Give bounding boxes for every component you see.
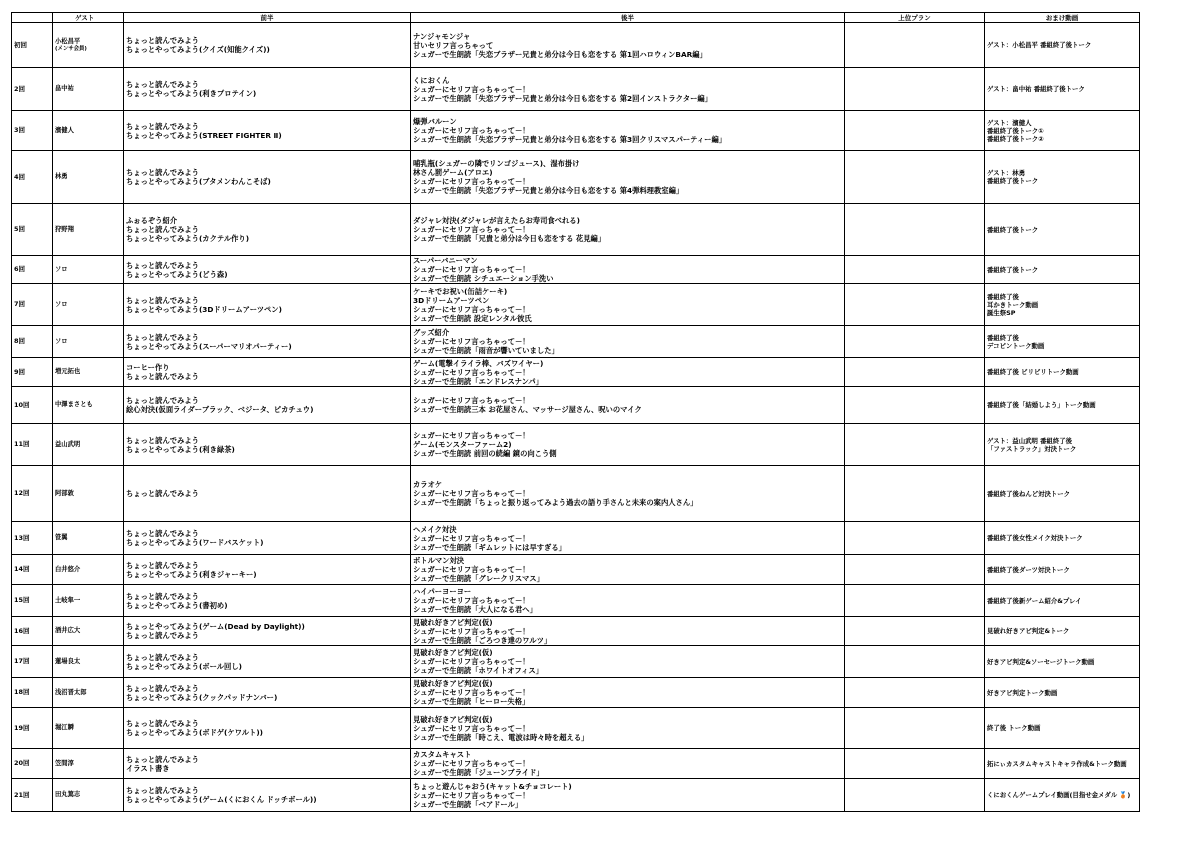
second-half-cell-text: ヘメイク対決 シュガーにセリフ言っちゃって－！ シュガーで生朗読「ギムレットには早すぎる」	[413, 524, 566, 552]
second-half-cell	[411, 617, 845, 646]
guest-cell	[53, 111, 124, 151]
episode-cell	[12, 466, 53, 522]
second-half-cell	[411, 358, 845, 387]
premium-plan-cell	[845, 779, 985, 812]
episode-cell-text: 3回	[14, 126, 26, 134]
episode-cell	[12, 779, 53, 812]
premium-plan-cell	[845, 749, 985, 779]
bonus-video-cell-text: ゲスト：畠中祐 番組終了後トーク	[987, 85, 1085, 93]
header-first-half: 前半	[124, 13, 411, 23]
guest-cell	[53, 23, 124, 68]
guest-cell	[53, 708, 124, 749]
second-half-cell	[411, 204, 845, 256]
bonus-video-cell-text: ゲスト：小松昌平 番組終了後トーク	[987, 41, 1092, 49]
episode-cell	[12, 23, 53, 68]
premium-plan-cell	[845, 151, 985, 204]
first-half-cell-text: ちょっと読んでみよう イラスト書き	[126, 754, 199, 773]
second-half-cell	[411, 466, 845, 522]
guest-cell-text: 浅沼晋太郎	[55, 688, 87, 696]
premium-plan-cell	[845, 555, 985, 585]
table-row	[12, 585, 1140, 617]
guest-cell	[53, 522, 124, 555]
bonus-video-cell	[985, 326, 1140, 358]
bonus-video-cell-text: 番組終了後 耳かきトーク動画 誕生祭SP	[987, 292, 1039, 317]
episode-cell-text: 13回	[14, 533, 30, 542]
second-half-cell-text: カスタムキャスト シュガーにセリフ言っちゃって－！ シュガーで生朗読「ジューンブライド」	[413, 750, 544, 777]
header-second-half: 後半	[411, 13, 845, 23]
second-half-cell-text: グッズ紹介 シュガーにセリフ言っちゃって－！ シュガーで生朗読「雨音が響いていました」	[413, 328, 559, 355]
bonus-video-cell	[985, 646, 1140, 678]
guest-cell-text: 狩野翔	[55, 225, 74, 233]
first-half-cell	[124, 646, 411, 678]
second-half-cell	[411, 68, 845, 111]
first-half-cell-text: ちょっと読んでみよう ちょっとやってみよう(スーパーマリオパーティー)	[126, 332, 292, 351]
guest-cell-text: 堀江瞬	[55, 724, 74, 731]
guest-cell	[53, 678, 124, 708]
episode-cell-text: 21回	[14, 790, 30, 799]
episode-table	[11, 12, 1140, 812]
first-half-cell	[124, 358, 411, 387]
table-row	[12, 779, 1140, 812]
episode-cell-text: 19回	[14, 723, 30, 732]
second-half-cell-text: 見破れ好きアピ判定(仮) シュガーにセリフ言っちゃって－！ シュガーで生朗読「ホワイトオフィス」	[413, 648, 543, 675]
bonus-video-cell	[985, 779, 1140, 812]
second-half-cell-text: くにおくん シュガーにセリフ言っちゃって－！ シュガーで生朗読「失恋ブラザー兄貴と弟分は今日も恋をする 第2回インストラクター編」	[413, 75, 712, 103]
guest-cell-text: 田丸篤志	[55, 791, 81, 798]
premium-plan-cell	[845, 522, 985, 555]
guest-cell	[53, 256, 124, 284]
header-row	[12, 13, 1140, 23]
bonus-video-cell	[985, 708, 1140, 749]
table-row	[12, 358, 1140, 387]
bonus-video-cell	[985, 284, 1140, 326]
premium-plan-cell	[845, 387, 985, 424]
guest-cell-text: 増元拓也	[55, 368, 81, 375]
guest-cell-text: 畠中祐	[55, 85, 74, 92]
first-half-cell	[124, 749, 411, 779]
guest-cell	[53, 68, 124, 111]
second-half-cell	[411, 284, 845, 326]
second-half-cell-text: 哺乳瓶(シュガーの隣でリンゴジュース)、湿布掛け 林さん罰ゲーム(アロエ) シュガーにセリフ言っちゃって－！ シュガーで生朗読「失恋ブラザー兄貴と弟分は今日も恋をする 第4弾料理教室編」	[413, 159, 684, 195]
guest-cell-text: 土岐隼一	[55, 596, 81, 604]
bonus-video-cell	[985, 617, 1140, 646]
guest-cell	[53, 617, 124, 646]
second-half-cell-text: ハイパーヨーヨー シュガーにセリフ言っちゃって－！ シュガーで生朗読「大人になる君へ」	[413, 587, 537, 614]
bonus-video-cell-text: 番組終了後トーク	[987, 225, 1039, 234]
table-row	[12, 466, 1140, 522]
first-half-cell	[124, 111, 411, 151]
second-half-cell-text: 見破れ好きアピ判定(仮) シュガーにセリフ言っちゃって－！ シュガーで生朗読「ヒーロー失格」	[413, 679, 530, 706]
guest-cell-text: 阿部敦	[55, 489, 74, 497]
premium-plan-cell	[845, 204, 985, 256]
bonus-video-cell	[985, 204, 1140, 256]
guest-cell-text: 酒井広大	[55, 627, 81, 634]
bonus-video-cell	[985, 424, 1140, 466]
bonus-video-cell	[985, 555, 1140, 585]
second-half-cell	[411, 779, 845, 812]
second-half-cell-text: 見破れ好きアピ判定(仮) シュガーにセリフ言っちゃって－！ シュガーで生朗読「ごろつき達のワルツ」	[413, 617, 552, 645]
guest-cell	[53, 779, 124, 812]
episode-cell-text: 9回	[14, 367, 26, 376]
guest-cell-text: ソロ	[55, 300, 68, 308]
premium-plan-cell	[845, 256, 985, 284]
episode-cell-text: 4回	[14, 172, 26, 181]
table-row	[12, 151, 1140, 204]
bonus-video-cell-text: 終了後 トーク動画	[987, 724, 1041, 732]
header-guest: ゲスト	[53, 13, 124, 23]
guest-cell-text: 蓮場良太	[55, 657, 81, 665]
first-half-cell	[124, 326, 411, 358]
episode-cell	[12, 617, 53, 646]
second-half-cell	[411, 522, 845, 555]
episode-cell-text: 17回	[14, 657, 30, 665]
guest-cell	[53, 151, 124, 204]
bonus-video-cell	[985, 522, 1140, 555]
second-half-cell-text: ゲーム(電撃イライラ棒、バズワイヤー) シュガーにセリフ言っちゃって－！ シュガーで生朗読「エンドレスナンパ」	[413, 358, 544, 386]
guest-cell-text: 小松昌平	[55, 38, 81, 45]
first-half-cell-text: ちょっと読んでみよう	[126, 489, 199, 498]
header-bonus-video: おまけ動画	[985, 13, 1140, 23]
second-half-cell	[411, 326, 845, 358]
guest-cell-text: 中澤まさとも	[55, 401, 93, 408]
guest-cell-text: ソロ	[55, 337, 68, 345]
second-half-cell-text: 見破れ好きアピ判定(仮) シュガーにセリフ言っちゃって－！ シュガーで生朗読「時こえ、電波は時々時を超える」	[413, 714, 589, 742]
first-half-cell-text: ちょっと読んでみよう ちょっとやってみよう(クックパッドナンバー)	[126, 683, 278, 702]
second-half-cell-text: ちょっと遊んじゃおう(キャット&チョコレート) シュガーにセリフ言っちゃって－！ シュガーで生朗読「ベアドール」	[413, 781, 572, 809]
table-row	[12, 256, 1140, 284]
guest-cell	[53, 387, 124, 424]
bonus-video-cell-text: 番組終了後 デコピントーク動画	[987, 333, 1045, 350]
table-row	[12, 284, 1140, 326]
bonus-video-cell	[985, 585, 1140, 617]
table-row	[12, 326, 1140, 358]
bonus-video-cell	[985, 68, 1140, 111]
bonus-video-cell-text: 番組終了後ダーツ対決トーク	[987, 565, 1070, 574]
episode-cell-text: 14回	[14, 565, 30, 573]
first-half-cell	[124, 617, 411, 646]
first-half-cell	[124, 708, 411, 749]
episode-cell-text: 8回	[14, 337, 26, 345]
bonus-video-cell-text: ゲスト：林勇 番組終了後トーク	[987, 169, 1039, 185]
first-half-cell	[124, 256, 411, 284]
table-row	[12, 111, 1140, 151]
guest-cell	[53, 585, 124, 617]
bonus-video-cell-text: 番組終了後「結婚しよう」トーク動画	[987, 401, 1096, 409]
bonus-video-cell	[985, 749, 1140, 779]
premium-plan-cell	[845, 466, 985, 522]
episode-cell	[12, 111, 53, 151]
table-row	[12, 204, 1140, 256]
second-half-cell	[411, 387, 845, 424]
first-half-cell	[124, 678, 411, 708]
table-row	[12, 646, 1140, 678]
first-half-cell-text: ちょっと読んでみよう ちょっとやってみよう(ブタメンわんこそば)	[126, 168, 271, 186]
first-half-cell-text: ちょっと読んでみよう ちょっとやってみよう(ボドゲ(ケワルト))	[126, 719, 264, 737]
episode-cell	[12, 358, 53, 387]
first-half-cell-text: ちょっと読んでみよう ちょっとやってみよう(どう森)	[126, 260, 228, 279]
second-half-cell	[411, 585, 845, 617]
bonus-video-cell-text: 番組終了後新ゲーム紹介&プレイ	[987, 596, 1082, 605]
first-half-cell-text: ちょっと読んでみよう ちょっとやってみよう(書初め)	[126, 591, 228, 610]
second-half-cell-text: カラオケ シュガーにセリフ言っちゃって－！ シュガーで生朗読「ちょっと振り返ってみよう過去の語り手さんと未来の案内人さん」	[413, 480, 698, 507]
guest-cell	[53, 358, 124, 387]
guest-cell-text: 笹翼	[55, 534, 68, 541]
second-half-cell	[411, 646, 845, 678]
guest-cell	[53, 749, 124, 779]
episode-cell	[12, 151, 53, 204]
first-half-cell-text: ちょっと読んでみよう ちょっとやってみよう(クイズ(知能クイズ))	[126, 36, 270, 54]
first-half-cell-text: ちょっと読んでみよう ちょっとやってみよう(利きジャーキー)	[126, 560, 257, 579]
episode-cell-text: 5回	[14, 225, 26, 233]
first-half-cell-text: ちょっと読んでみよう ちょっとやってみよう(ゲーム(くにおくん ドッチボール))	[126, 786, 317, 804]
first-half-cell	[124, 204, 411, 256]
bonus-video-cell-text: くにおくんゲームプレイ動画(目指せ金メダル 🥉)	[987, 791, 1131, 799]
premium-plan-cell	[845, 68, 985, 111]
first-half-cell	[124, 23, 411, 68]
premium-plan-cell	[845, 424, 985, 466]
episode-cell-text: 10回	[14, 400, 30, 409]
first-half-cell-text: ちょっと読んでみよう ちょっとやってみよう(STREET FIGHTER Ⅱ)	[126, 121, 282, 140]
guest-cell	[53, 204, 124, 256]
bonus-video-cell-text: 番組終了後 ビリビリトーク動画	[987, 368, 1079, 376]
second-half-cell-text: スーパーバニーマン シュガーにセリフ言っちゃって－！ シュガーで生朗読 シチュエーション手洗い	[413, 256, 554, 283]
episode-cell	[12, 326, 53, 358]
bonus-video-cell	[985, 151, 1140, 204]
episode-cell-text: 6回	[14, 265, 26, 273]
guest-cell-text: 濱健人	[55, 126, 74, 134]
premium-plan-cell	[845, 284, 985, 326]
episode-cell	[12, 522, 53, 555]
first-half-cell-text: コーヒー作り ちょっと読んでみよう	[126, 363, 199, 381]
episode-cell	[12, 585, 53, 617]
first-half-cell	[124, 284, 411, 326]
episode-cell	[12, 646, 53, 678]
table-row	[12, 522, 1140, 555]
table-row	[12, 617, 1140, 646]
episode-cell	[12, 424, 53, 466]
episode-cell-text: 11回	[14, 440, 30, 448]
episode-cell-text: 12回	[14, 489, 30, 497]
episode-cell	[12, 387, 53, 424]
bonus-video-cell	[985, 256, 1140, 284]
episode-cell	[12, 256, 53, 284]
guest-cell	[53, 424, 124, 466]
second-half-cell-text: ナンジャモンジャ 甘いセリフ言っちゃって シュガーで生朗読「失恋ブラザー兄貴と弟分は今日も恋をする 第1回ハロウィンBAR編」	[413, 31, 707, 59]
episode-cell	[12, 678, 53, 708]
second-half-cell-text: シュガーにセリフ言っちゃって－！ シュガーで生朗読三本 お花屋さん、マッサージ屋さん、呪いのマイク	[413, 396, 642, 414]
table-row	[12, 424, 1140, 466]
first-half-cell-text: ちょっと読んでみよう ちょっとやってみよう(ボール回し)	[126, 652, 242, 671]
bonus-video-cell-text: ゲスト：益山武明 番組終了後 「ファストラック」対決トーク	[987, 436, 1077, 453]
bonus-video-cell	[985, 23, 1140, 68]
guest-cell	[53, 326, 124, 358]
premium-plan-cell	[845, 617, 985, 646]
second-half-cell	[411, 256, 845, 284]
first-half-cell	[124, 522, 411, 555]
guest-cell-text: 笠間淳	[55, 759, 74, 767]
first-half-cell	[124, 555, 411, 585]
guest-cell	[53, 284, 124, 326]
episode-cell-text: 7回	[14, 300, 26, 308]
header-premium-plan: 上位プラン	[845, 13, 985, 23]
bonus-video-cell-text: 好きアピ判定トーク動画	[987, 688, 1058, 697]
guest-cell-text: 白井悠介	[55, 565, 81, 573]
bonus-video-cell	[985, 358, 1140, 387]
guest-cell	[53, 646, 124, 678]
first-half-cell	[124, 387, 411, 424]
table-row	[12, 23, 1140, 68]
guest-cell	[53, 555, 124, 585]
first-half-cell	[124, 779, 411, 812]
second-half-cell	[411, 151, 845, 204]
table-row	[12, 555, 1140, 585]
premium-plan-cell	[845, 111, 985, 151]
guest-cell	[53, 466, 124, 522]
premium-plan-cell	[845, 23, 985, 68]
second-half-cell	[411, 708, 845, 749]
second-half-cell-text: ボトルマン対決 シュガーにセリフ言っちゃって－！ シュガーで生朗読「グレークリスマス」	[413, 556, 544, 583]
premium-plan-cell	[845, 678, 985, 708]
table-row	[12, 749, 1140, 779]
first-half-cell-text: ちょっと読んでみよう ちょっとやってみよう(3Dドリームアーツペン)	[126, 295, 282, 314]
episode-cell	[12, 749, 53, 779]
first-half-cell-text: ふぉるぞう紹介 ちょっと読んでみよう ちょっとやってみよう(カクテル作り)	[126, 216, 250, 243]
guest-subtitle: (メンサ会員)	[55, 46, 87, 52]
table-row	[12, 387, 1140, 424]
episode-cell	[12, 204, 53, 256]
episode-cell-text: 初回	[14, 40, 27, 49]
first-half-cell	[124, 466, 411, 522]
episode-cell	[12, 555, 53, 585]
second-half-cell	[411, 23, 845, 68]
first-half-cell	[124, 68, 411, 111]
bonus-video-cell-text: 番組終了後女性メイク対決トーク	[987, 534, 1083, 542]
guest-cell-text: ソロ	[55, 265, 68, 273]
bonus-video-cell	[985, 466, 1140, 522]
episode-cell	[12, 68, 53, 111]
episode-cell	[12, 284, 53, 326]
second-half-cell	[411, 678, 845, 708]
second-half-cell-text: 爆弾バルーン シュガーにセリフ言っちゃって－！ シュガーで生朗読「失恋ブラザー兄貴と弟分は今日も恋をする 第3回クリスマスパーティー編」	[413, 117, 727, 144]
episode-cell-text: 18回	[14, 688, 30, 696]
bonus-video-cell	[985, 387, 1140, 424]
second-half-cell-text: シュガーにセリフ言っちゃって－！ ゲーム(モンスターファーム2) シュガーで生朗読 前回の続編 鏡の向こう側	[413, 431, 557, 458]
second-half-cell-text: ダジャレ対決(ダジャレが言えたらお寿司食べれる) シュガーにセリフ言っちゃって－！ シュガーで生朗読「兄貴と弟分は今日も恋をする 花見編」	[413, 216, 606, 243]
premium-plan-cell	[845, 585, 985, 617]
second-half-cell	[411, 424, 845, 466]
bonus-video-cell-text: 好きアピ判定&ソーセージトーク動画	[987, 657, 1095, 666]
second-half-cell	[411, 111, 845, 151]
bonus-video-cell	[985, 678, 1140, 708]
bonus-video-cell-text: 番組終了後トーク	[987, 265, 1039, 274]
first-half-cell-text: ちょっと読んでみよう 絵心対決(仮面ライダーブラック、ベジータ、ピカチュウ)	[126, 396, 314, 414]
bonus-video-cell-text: ゲスト：濱健人 番組終了後トーク① 番組終了後トーク②	[987, 118, 1044, 143]
premium-plan-cell	[845, 326, 985, 358]
first-half-cell-text: ちょっと読んでみよう ちょっとやってみよう(利きプロテイン)	[126, 80, 257, 98]
second-half-cell	[411, 749, 845, 779]
first-half-cell	[124, 585, 411, 617]
bonus-video-cell-text: 番組終了後ねんど対決トーク	[987, 489, 1071, 498]
episode-cell-text: 2回	[14, 84, 26, 93]
guest-cell-text: 林勇	[55, 173, 68, 180]
guest-cell-text: 益山武明	[55, 440, 81, 448]
table-row	[12, 68, 1140, 111]
episode-spreadsheet	[11, 12, 1140, 812]
episode-cell-text: 20回	[14, 759, 30, 767]
first-half-cell	[124, 151, 411, 204]
second-half-cell	[411, 555, 845, 585]
episode-cell-text: 16回	[14, 626, 30, 635]
bonus-video-cell	[985, 111, 1140, 151]
episode-cell-text: 15回	[14, 596, 30, 604]
first-half-cell-text: ちょっとやってみよう(ゲーム(Dead by Daylight)) ちょっと読んでみよう	[126, 622, 305, 640]
first-half-cell	[124, 424, 411, 466]
bonus-video-cell-text: 拓にぃカスタムキャストキャラ作成&トーク動画	[987, 759, 1127, 768]
premium-plan-cell	[845, 646, 985, 678]
first-half-cell-text: ちょっと読んでみよう ちょっとやってみよう(利き緑茶)	[126, 435, 235, 454]
table-row	[12, 708, 1140, 749]
premium-plan-cell	[845, 358, 985, 387]
table-row	[12, 678, 1140, 708]
episode-cell	[12, 708, 53, 749]
bonus-video-cell-text: 見破れ好きアピ判定&トーク	[987, 627, 1070, 635]
second-half-cell-text: ケーキでお祝い(缶詰ケーキ) 3Dドリームアーツペン シュガーにセリフ言っちゃって－！ シュガーで生朗読 設定レンタル彼氏	[413, 286, 532, 323]
first-half-cell-text: ちょっと読んでみよう ちょっとやってみよう(ワードバスケット)	[126, 529, 264, 547]
header-episode	[12, 13, 53, 23]
premium-plan-cell	[845, 708, 985, 749]
